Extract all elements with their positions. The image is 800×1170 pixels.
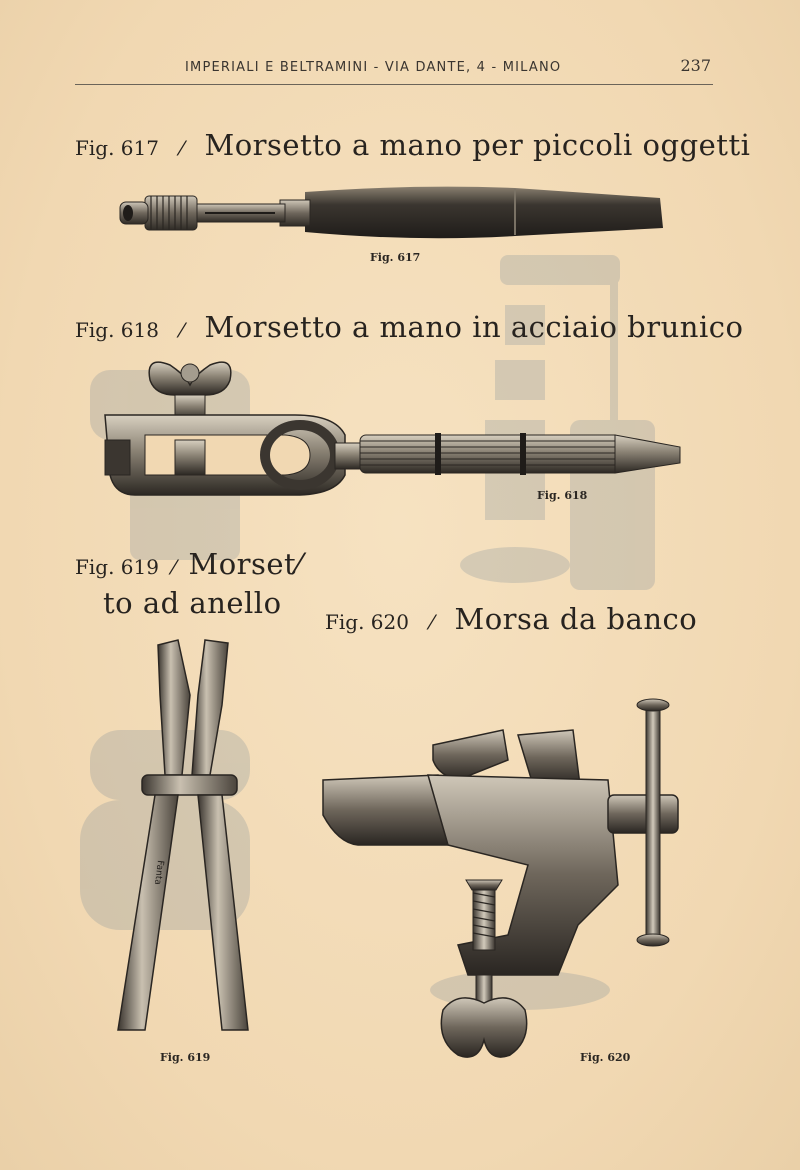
bench-vise-illustration: [318, 695, 698, 1065]
plate-label-618: Fig. 618: [537, 489, 588, 502]
figure-title: Morsa da banco: [454, 602, 698, 636]
separator: ⁄: [430, 610, 434, 634]
plate-label-617: Fig. 617: [370, 251, 421, 264]
publisher-address: IMPERIALI E BELTRAMINI - VIA DANTE, 4 - MILANO: [185, 60, 562, 75]
ring-clamp-illustration: [110, 635, 260, 1045]
plate-label-620: Fig. 620: [580, 1051, 631, 1064]
figure-title-line1: Morset⁄: [188, 547, 302, 581]
tool-mark: Fanta: [152, 859, 165, 886]
fig-label: Fig. 618: [75, 318, 159, 342]
caption-fig-620: [325, 602, 697, 636]
caption-fig-617: [75, 128, 750, 162]
separator: ⁄: [180, 318, 184, 342]
figure-title-line2: to ad anello: [103, 586, 282, 620]
fig-label: Fig. 619: [75, 555, 159, 579]
fig-label: Fig. 620: [325, 610, 409, 634]
caption-fig-618: [75, 310, 743, 344]
pin-vise-illustration: [115, 180, 675, 250]
separator: ⁄: [180, 136, 184, 160]
figure-title: Morsetto a mano per piccoli oggetti: [204, 128, 751, 162]
hand-vise-illustration: [95, 355, 685, 505]
caption-fig-619-line2: [103, 586, 282, 620]
separator: ⁄: [172, 555, 176, 579]
caption-fig-619: [75, 547, 302, 581]
page-number: 237: [680, 56, 711, 75]
fig-label: Fig. 617: [75, 136, 159, 160]
running-header: [75, 56, 713, 85]
figure-title: Morsetto a mano in acciaio brunico: [204, 310, 744, 344]
plate-label-619: Fig. 619: [160, 1051, 211, 1064]
